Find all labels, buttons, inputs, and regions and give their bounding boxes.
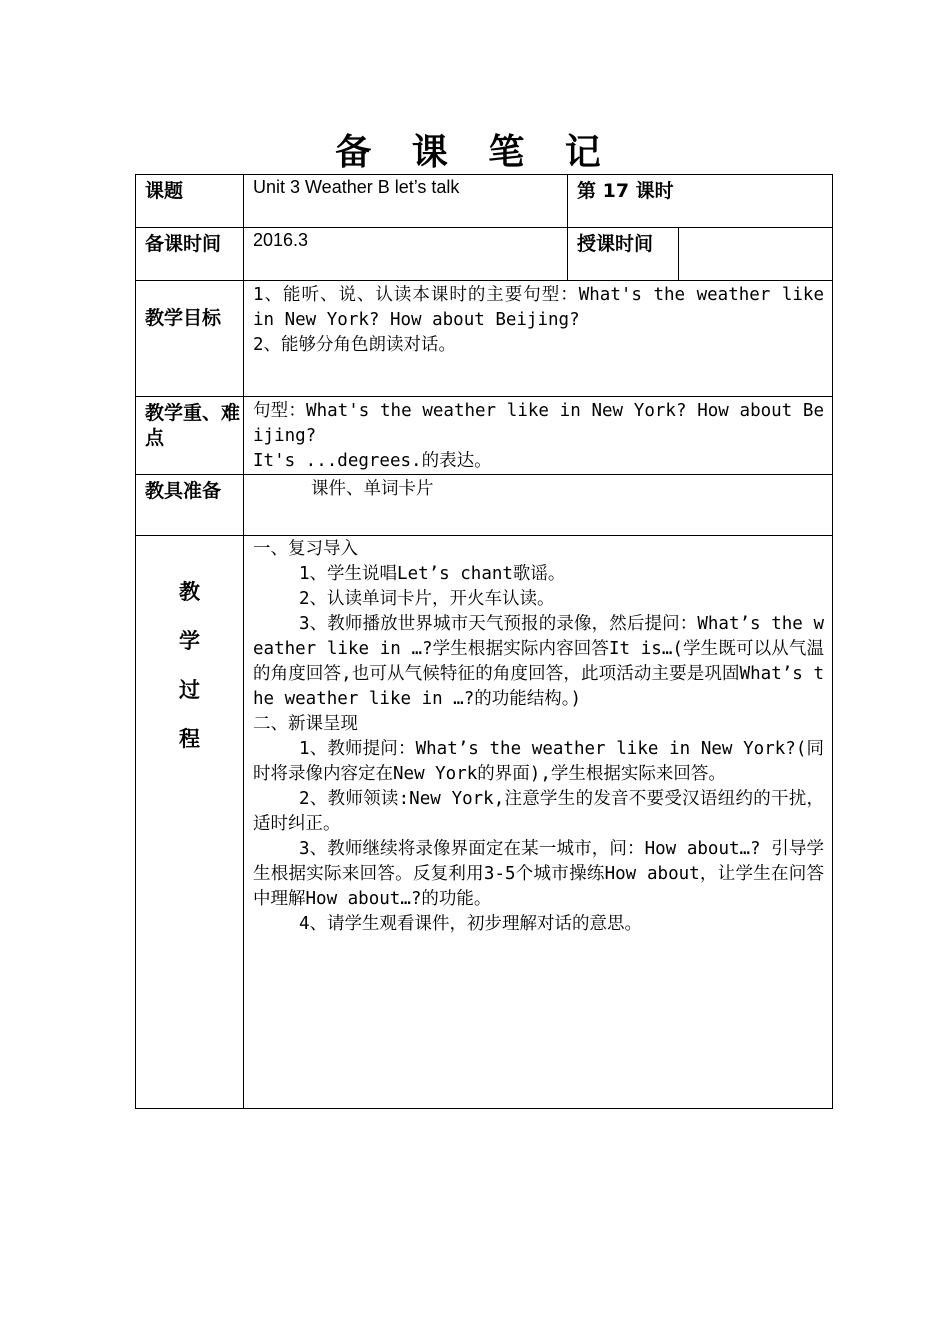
key-point-1: 句型：What's the weather like in New York? How about Beijing? xyxy=(253,401,825,446)
section-2-item-1: 1、教师提问：What’s the weather like in New York?(同时将录像内容定在New York的界面),学生根据实际来回答。 xyxy=(253,739,825,784)
goal-1: 1、能听、说、认读本课时的主要句型：What's the weather like in New York? How about Beijing? xyxy=(253,285,825,330)
section-1-title: 一、复习导入 xyxy=(253,539,358,559)
tools-value: 课件、单词卡片 xyxy=(311,479,434,499)
key-points-label: 教学重、难点 xyxy=(136,397,244,475)
prep-time-value: 2016.3 xyxy=(244,228,568,281)
row-key-points xyxy=(136,397,833,475)
prep-time-label: 备课时间 xyxy=(136,228,244,281)
teach-time-label: 授课时间 xyxy=(568,228,679,281)
row-time xyxy=(136,228,833,281)
row-tools xyxy=(136,475,833,536)
goals-content xyxy=(244,281,833,397)
process-label-char-2: 学 xyxy=(179,629,200,653)
tools-label: 教具准备 xyxy=(136,475,244,536)
goals-label: 教学目标 xyxy=(136,281,244,397)
lesson-plan-table xyxy=(135,174,833,1109)
section-2-item-2: 2、教师领读:New York,注意学生的发音不要受汉语纽约的干扰，适时纠正。 xyxy=(253,789,825,834)
row-process xyxy=(136,536,833,1109)
page-title: 备 课 笔 记 xyxy=(335,132,615,173)
tools-content xyxy=(244,475,833,536)
row-goals xyxy=(136,281,833,397)
section-2-item-4: 4、请学生观看课件，初步理解对话的意思。 xyxy=(299,914,643,934)
teach-time-value xyxy=(679,228,833,281)
row-topic xyxy=(136,175,833,228)
key-point-2: It's ...degrees.的表达。 xyxy=(253,451,492,471)
key-points-content xyxy=(244,397,833,475)
section-2-title: 二、新课呈现 xyxy=(253,714,358,734)
process-content xyxy=(244,536,833,1109)
process-label xyxy=(136,536,244,1109)
lesson-number: 第 17 课时 xyxy=(568,175,833,228)
process-label-char-3: 过 xyxy=(179,678,200,702)
process-label-char-4: 程 xyxy=(179,727,200,751)
section-2-item-3: 3、教师继续将录像界面定在某一城市，问：How about…? 引导学生根据实际来回答。反复利用3-5个城市操练How about，让学生在问答中理解How about…?的功能。 xyxy=(253,839,825,909)
process-label-char-1: 教 xyxy=(179,580,200,604)
section-1-item-3: 3、教师播放世界城市天气预报的录像，然后提问：What’s the weather like in …?学生根据实际内容回答It is…(学生既可以从气温的角度回答,也可从气候特征的角度回答，此项活动主要是巩固What’s the weather like in …?的功能结构。) xyxy=(253,614,825,709)
section-1-item-2: 2、认读单词卡片，开火车认读。 xyxy=(299,589,555,609)
goal-2: 2、能够分角色朗读对话。 xyxy=(253,335,457,355)
topic-label: 课题 xyxy=(136,175,244,228)
section-1-item-1: 1、学生说唱Let’s chant歌谣。 xyxy=(299,564,566,584)
topic-value: Unit 3 Weather B let’s talk xyxy=(244,175,568,228)
